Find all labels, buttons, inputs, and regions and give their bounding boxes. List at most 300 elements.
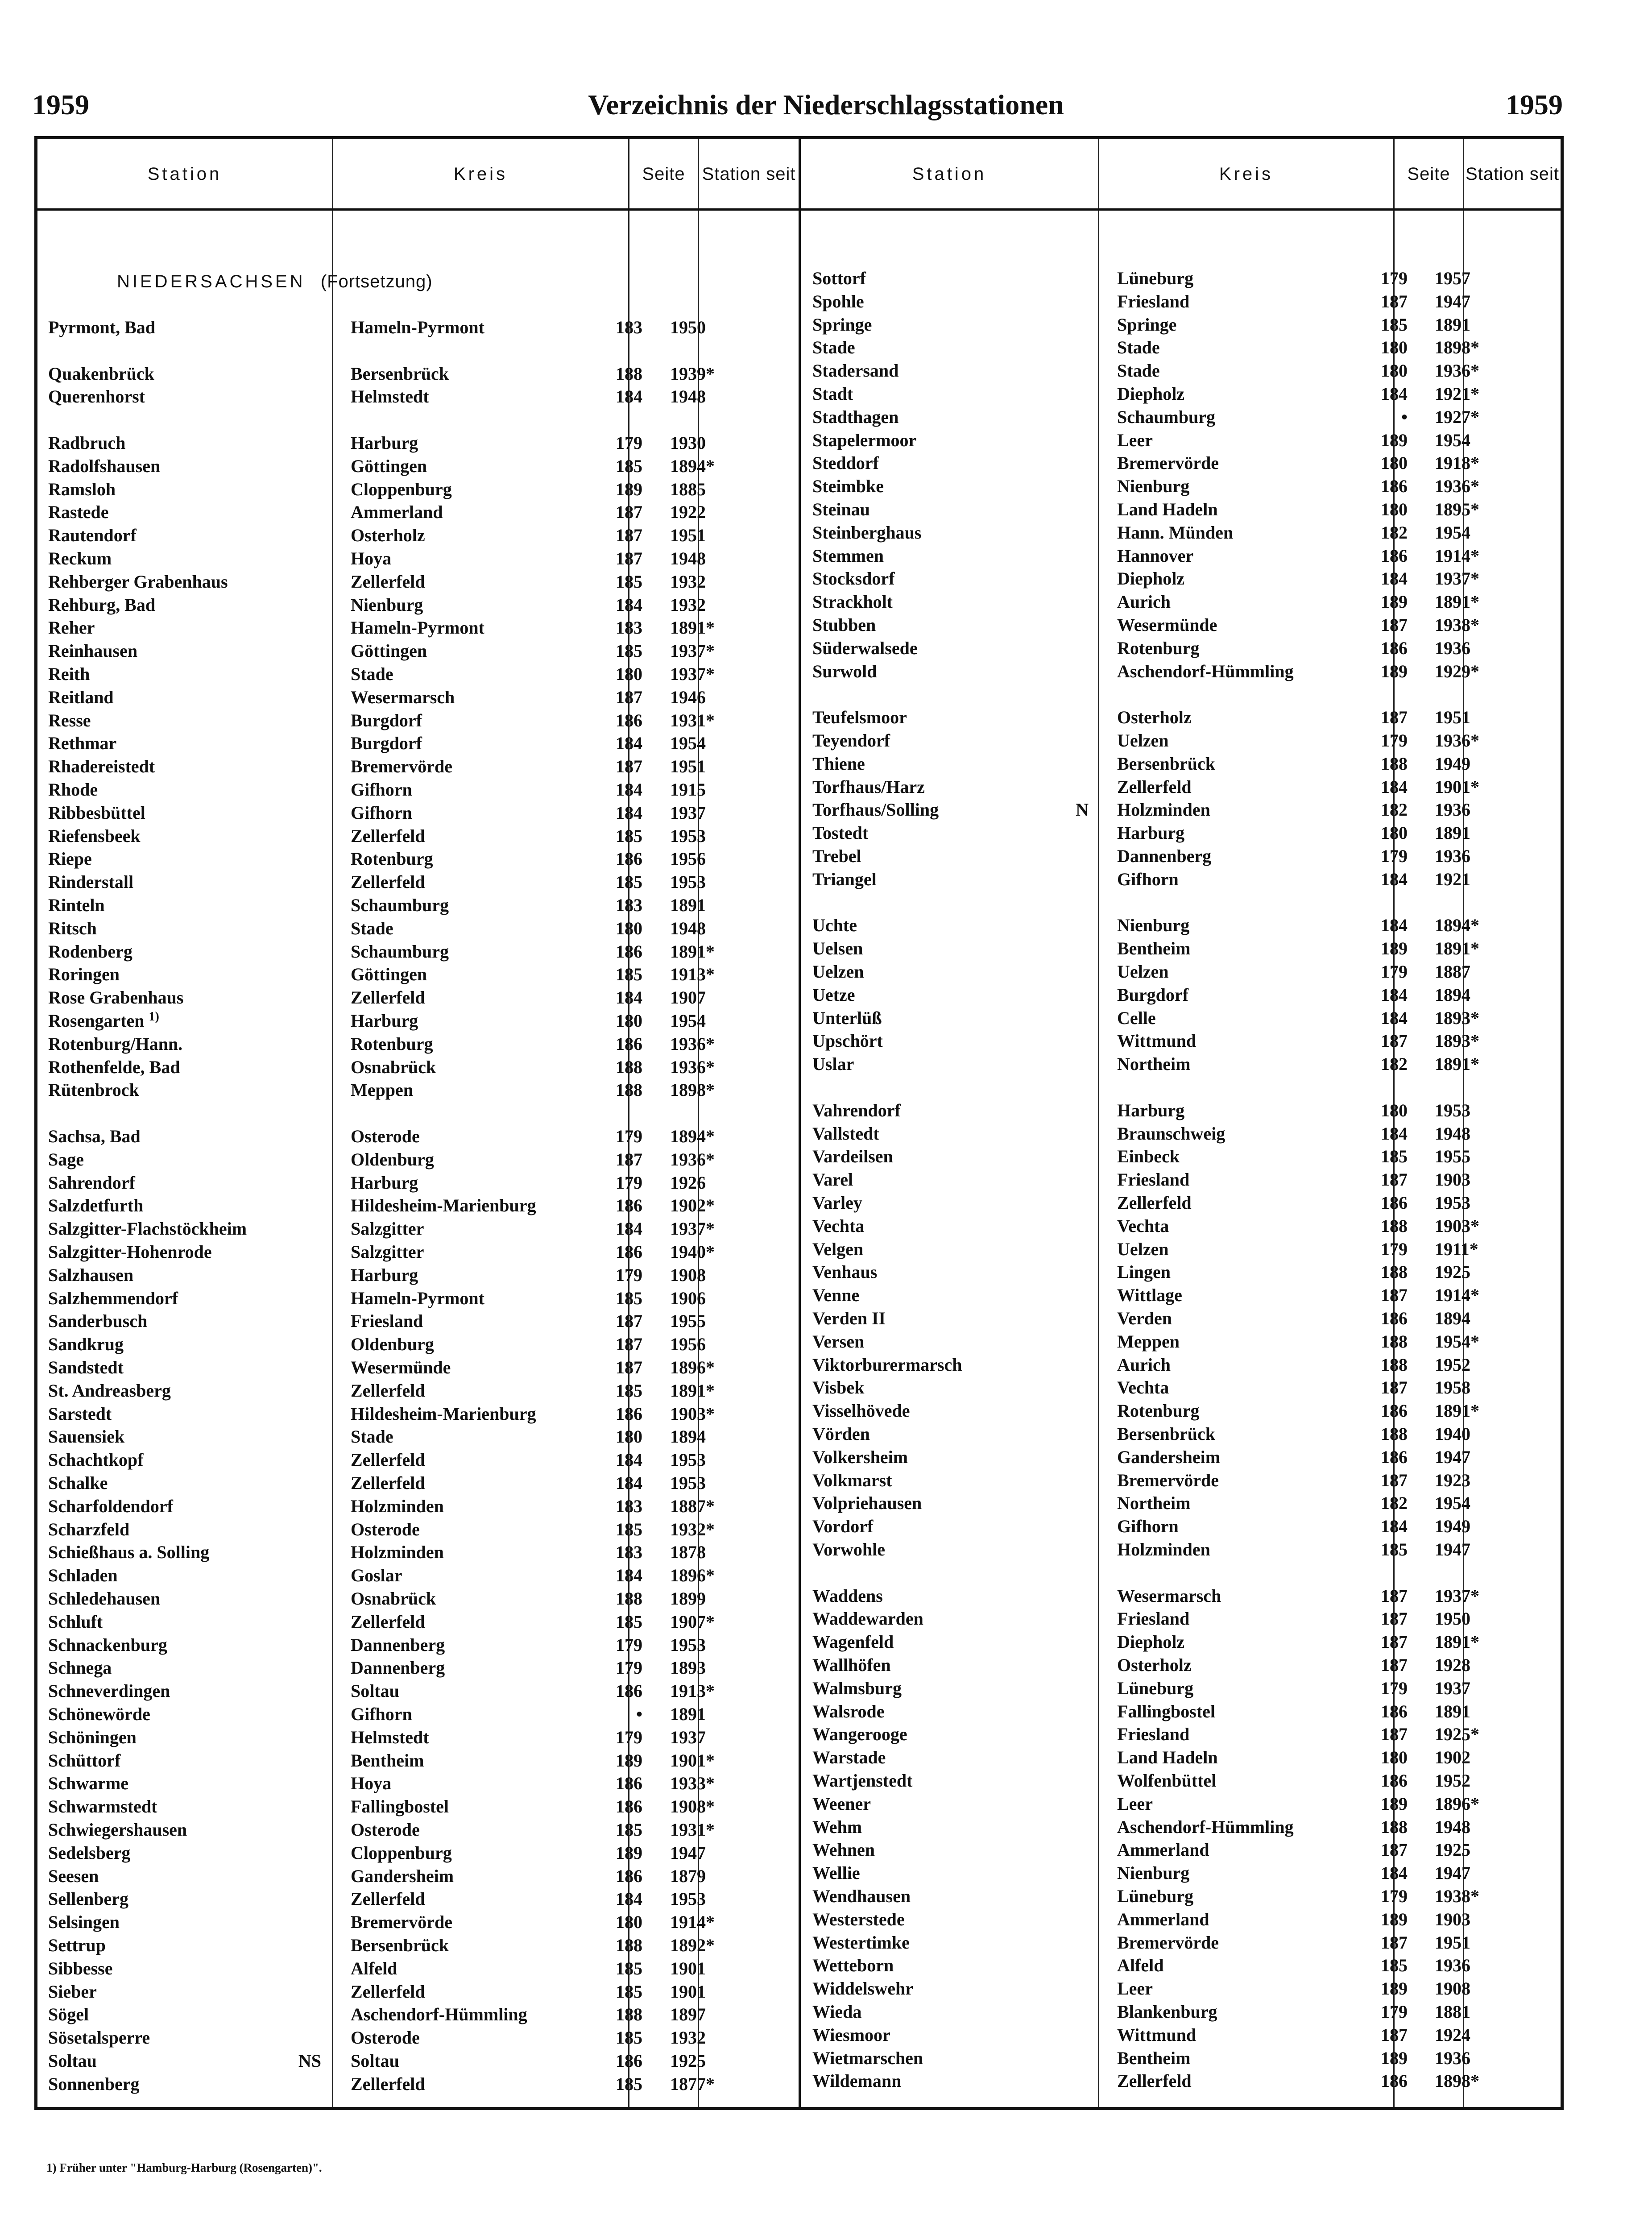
table-row [48,2003,791,2026]
seite: 186 [616,1195,642,1216]
station-name: Sellenberg [48,1889,128,1909]
kreis: Leer [1117,1793,1153,1814]
table-row [48,1033,791,1056]
table-row [812,1746,1553,1769]
station-name: Wellie [812,1863,860,1883]
station-name: Schnega [48,1658,112,1678]
station-name: Querenhorst [48,386,145,407]
station-name: Schneverdingen [48,1681,170,1701]
station-since: 1894* [670,1126,715,1146]
kreis: Osterode [351,1126,420,1146]
seite: 186 [1381,1701,1408,1721]
seite: 188 [616,1057,642,1077]
station-since: 1932 [670,594,706,615]
seite: 186 [616,1796,642,1817]
table-row [812,1885,1553,1908]
table-row [812,1029,1553,1053]
kreis: Oldenburg [351,1334,434,1355]
station-name: Wehnen [812,1840,875,1860]
table-row [48,986,791,1009]
seite: 187 [1381,1470,1408,1490]
seite: 186 [1381,545,1408,566]
station-since: 1951 [670,525,706,546]
station-name: Quakenbrück [48,363,154,384]
kreis: Zellerfeld [351,825,425,846]
kreis: Wittlage [1117,1285,1182,1306]
kreis: Meppen [351,1080,413,1100]
seite: 185 [616,1820,642,1840]
station-since: 1918* [1435,453,1479,473]
kreis: Schaumburg [351,941,449,962]
seite: 184 [1381,915,1408,936]
seite: 179 [1381,2002,1408,2022]
table-row [48,1518,791,1541]
page-title: Verzeichnis der Niederschlagsstationen [588,89,1064,120]
station-name: Pyrmont, Bad [48,317,155,337]
station-name: Süderwalsede [812,638,918,658]
table-row [812,1330,1553,1353]
seite: 179 [616,1658,642,1678]
station-since: 1925 [1435,1262,1470,1282]
station-since: 1938* [1435,1886,1479,1906]
kreis: Wesermarsch [1117,1585,1221,1606]
table-row [812,1654,1553,1677]
table-row [812,845,1553,868]
table-row [812,637,1553,660]
table-row [812,1677,1553,1700]
station-name: St. Andreasberg [48,1380,171,1401]
station-name: Sage [48,1149,84,1169]
station-since: 1955 [1435,1146,1470,1167]
station-name: Tostedt [812,823,869,843]
table-row [812,567,1553,590]
kreis: Soltau [351,2051,399,2071]
kreis: Gifhorn [351,780,412,800]
table-row [812,614,1553,637]
station-name: Vallstedt [812,1123,879,1144]
table-row [48,963,791,986]
seite: 184 [616,1473,642,1493]
station-name: Schöningen [48,1727,137,1747]
station-since: 1898* [1435,337,1479,358]
station-since: 1879 [670,1866,706,1886]
station-name: Vörden [812,1424,870,1444]
seite: 186 [1381,1401,1408,1421]
station-since: 1936 [1435,1955,1470,1976]
station-name: Uslar [812,1054,854,1074]
station-name: Stapelermoor [812,430,917,450]
seite: 187 [1381,1632,1408,1652]
table-row [48,1587,791,1610]
seite: • [636,1704,642,1724]
station-since: 1947 [1435,1863,1470,1883]
seite: 187 [1381,1724,1408,1745]
table-row [812,1238,1553,1261]
table-row [812,452,1553,475]
kreis: Zellerfeld [351,571,425,592]
station-since: 1933* [670,1773,715,1794]
table-row [48,385,791,408]
station-name: Upschört [812,1031,883,1051]
station-name: Reher [48,618,95,638]
kreis: Lüneburg [1117,268,1194,288]
seite: 179 [1381,1239,1408,1259]
station-since: 1892* [670,1935,715,1955]
station-name: Ramsloh [48,479,116,499]
table-row [812,1515,1553,1538]
kreis: Leer [1117,1978,1153,1999]
table-row [812,1122,1553,1145]
table-row [48,1402,791,1426]
kreis: Einbeck [1117,1146,1180,1167]
station-name: Sösetalsperre [48,2028,150,2048]
station-since: 1947 [1435,291,1470,311]
seite: 187 [616,1334,642,1355]
table-row [48,2026,791,2049]
kreis: Holzminden [351,1496,444,1516]
table-row [48,547,791,570]
kreis: Fallingbostel [351,1796,449,1817]
kreis: Bersenbrück [351,1935,449,1955]
station-name: Verden II [812,1308,886,1328]
kreis: Göttingen [351,456,427,476]
station-since: 1936* [1435,476,1479,497]
seite: 187 [616,1149,642,1169]
table-row [48,639,791,663]
table-row [812,1145,1553,1168]
kreis: Ammerland [1117,1840,1209,1860]
station-since: 1893* [1435,1008,1479,1028]
kreis: Osterholz [1117,707,1192,728]
station-since: 1951 [1435,707,1470,728]
kreis: Land Hadeln [1117,499,1218,519]
station-since: 1901* [1435,776,1479,797]
col-header-seit-left: Station seit [702,164,796,184]
table-row [48,1472,791,1495]
station-name: Westerstede [812,1909,905,1929]
kreis: Soltau [351,1681,399,1701]
station-name: Stadt [812,384,853,404]
kreis: Rotenburg [351,1033,433,1054]
table-row [48,1610,791,1634]
station-since: 1940* [670,1242,715,1262]
table-row [812,267,1553,290]
region-name: NIEDERSACHSEN [117,272,306,291]
kreis: Helmstedt [351,386,429,407]
table-row [812,1977,1553,2000]
seite: 188 [616,1588,642,1609]
station-since: 1891* [1435,592,1479,612]
kreis: Harburg [351,1011,418,1031]
seite: 187 [1381,1285,1408,1306]
kreis: Hoya [351,1773,392,1794]
kreis: Holzminden [351,1542,444,1563]
kreis: Blankenburg [1117,2002,1217,2022]
kreis: Aurich [1117,592,1171,612]
kreis: Oldenburg [351,1149,434,1169]
seite: 185 [616,1519,642,1539]
station-name: Wieda [812,2002,862,2022]
seite: 188 [1381,1262,1408,1282]
station-name: Ritsch [48,918,97,938]
table-row [48,1795,791,1818]
station-since: 1937* [670,1219,715,1239]
table-row [812,1630,1553,1654]
station-since: 1901* [670,1750,715,1771]
table-row [812,1954,1553,1977]
table-row [48,686,791,709]
seite: 188 [1381,1331,1408,1352]
seite: 179 [1381,1886,1408,1906]
seite: 184 [616,1889,642,1909]
table-row [812,937,1553,960]
table-row [48,2073,791,2096]
station-since: 1891* [670,941,715,962]
seite: 187 [1381,1377,1408,1398]
seite: 184 [616,1565,642,1586]
region-subtitle: (Fortsetzung) [320,272,433,291]
station-name: Sieber [48,1981,97,2002]
station-since: 1958 [1435,1377,1470,1398]
kreis: Stade [351,1427,393,1447]
kreis: Helmstedt [351,1727,429,1747]
kreis: Hoya [351,548,392,568]
station-since: 1887 [1435,962,1470,982]
station-name: Sandkrug [48,1334,124,1355]
seite: 182 [1381,1493,1408,1514]
seite: 186 [616,941,642,962]
col-header-kreis-left: Kreis [453,164,508,184]
station-since: 1946 [670,687,706,707]
seite: 179 [616,1634,642,1655]
station-since: 1953 [670,1473,706,1493]
kreis: Meppen [1117,1331,1180,1352]
table-row [48,1333,791,1356]
kreis: Alfeld [351,1958,397,1978]
seite: 189 [616,479,642,499]
station-since: 1899 [670,1588,706,1609]
kreis: Harburg [1117,823,1185,843]
kreis: Rotenburg [351,849,433,869]
table-row [48,847,791,871]
table-row [812,429,1553,452]
kreis: Wittmund [1117,1031,1197,1051]
seite: 183 [616,1496,642,1516]
table-row [48,940,791,963]
seite: 182 [1381,522,1408,543]
station-since: 1922 [670,502,706,523]
station-since: 1937* [670,641,715,661]
kreis: Wesermünde [351,1357,451,1377]
seite: 188 [616,2004,642,2025]
station-since: 1954 [670,1011,706,1031]
station-since: 1936* [670,1149,715,1169]
kreis: Dannenberg [351,1658,445,1678]
kreis: Stade [1117,361,1160,381]
kreis: Aurich [1117,1354,1171,1375]
station-name: Unterlüß [812,1008,882,1028]
kreis: Bremervörde [351,1912,453,1932]
table-row [48,1656,791,1679]
station-since: 1891* [1435,1401,1479,1421]
seite: 189 [1381,1909,1408,1929]
table-row [812,1700,1553,1723]
station-since: 1930 [670,433,706,453]
station-since: 1954 [1435,430,1470,450]
station-name: Salzdetfurth [48,1195,144,1216]
station-name: Visselhövede [812,1401,910,1421]
seite: 180 [1381,1747,1408,1768]
table-row [812,660,1553,683]
station-name: Radolfshausen [48,456,161,476]
station-name: Waddewarden [812,1609,923,1629]
seite: 180 [1381,361,1408,381]
table-row [48,1009,791,1033]
station-since: 1929* [1435,661,1479,681]
table-row [812,590,1553,614]
kreis: Diepholz [1117,384,1185,404]
table-row [812,1376,1553,1399]
kreis: Holzminden [1117,1539,1210,1559]
station-since: 1932 [670,2028,706,2048]
table-row [48,1078,791,1102]
table-row [812,1816,1553,1839]
station-since: 1901 [670,1981,706,2002]
station-name: Rhadereistedt [48,756,155,777]
seite: 189 [616,1842,642,1863]
kreis: Braunschweig [1117,1123,1226,1144]
station-since: 1939* [670,363,715,384]
station-name: Westertimke [812,1932,910,1953]
kreis: Zellerfeld [351,1473,425,1493]
table-row [812,382,1553,406]
kreis: Osterode [351,1519,420,1539]
station-since: 1925 [670,2051,706,2071]
table-row [812,498,1553,521]
station-since: 1936 [1435,638,1470,658]
kreis: Wolfenbüttel [1117,1771,1217,1791]
station-name: Wiesmoor [812,2024,890,2045]
table-row [812,752,1553,775]
kreis: Vechta [1117,1215,1169,1236]
table-row [48,755,791,778]
seite: 179 [1381,846,1408,866]
seite: 187 [616,687,642,707]
station-since: 1948 [670,386,706,407]
station-name: Uelzen [812,962,864,982]
station-name: Rosengarten $^{1)}$ [48,1009,159,1031]
station-name: Seesen [48,1866,99,1886]
station-name: Rehberger Grabenhaus [48,571,228,592]
seite: 184 [616,733,642,754]
station-name: Springe [812,314,872,335]
station-name: Trebel [812,846,861,866]
station-name: Varley [812,1193,862,1213]
table-row [812,1399,1553,1422]
kreis: Goslar [351,1565,402,1586]
seite: 185 [616,2028,642,2048]
seite: 185 [616,641,642,661]
seite: 180 [1381,823,1408,843]
station-name: Triangel [812,869,877,889]
station-since: 1951 [1435,1932,1470,1953]
station-since: 1891 [1435,1701,1470,1721]
station-name: Schalke [48,1473,108,1493]
station-name: Schledehausen [48,1588,161,1609]
seite: 187 [616,548,642,568]
station-since: 1891 [670,1704,706,1724]
station-since: 1953 [670,1889,706,1909]
kreis: Gifhorn [1117,1516,1179,1537]
col-header-kreis-right: Kreis [1219,164,1274,184]
station-name: Stadthagen [812,406,899,427]
station-since: 1894 [1435,1308,1470,1328]
station-since: 1915 [670,780,706,800]
station-name: Sarstedt [48,1403,112,1424]
station-since: 1885 [670,479,706,499]
kreis: Friesland [1117,1724,1190,1745]
station-since: 1896* [670,1565,715,1586]
kreis: Salzgitter [351,1219,424,1239]
kreis: Hameln-Pyrmont [351,618,484,638]
table-row [48,362,791,386]
station-since: 1901 [670,1958,706,1978]
kreis: Dannenberg [351,1634,445,1655]
station-since: 1948 [1435,1123,1470,1144]
kreis: Hameln-Pyrmont [351,1288,484,1308]
seite: 186 [1381,1308,1408,1328]
table-row [48,871,791,894]
kreis: Nienburg [1117,476,1190,497]
station-since: 1891* [1435,1632,1479,1652]
kreis: Hildesheim-Marienburg [351,1403,536,1424]
kreis: Diepholz [1117,568,1185,589]
station-name: Rinteln [48,895,105,915]
station-name: Resse [48,710,91,730]
station-name: Versen [812,1331,865,1352]
station-name: Thiene [812,753,865,774]
table-row [812,336,1553,359]
table-row [812,1792,1553,1816]
station-since: 1936 [1435,800,1470,820]
table-row [48,1564,791,1587]
station-since: 1953 [1435,1193,1470,1213]
seite: 185 [616,456,642,476]
seite: 188 [1381,1215,1408,1236]
kreis: Nienburg [1117,1863,1190,1883]
kreis: Bersenbrück [1117,1424,1215,1444]
station-since: 1936* [670,1033,715,1054]
station-since: 1897 [670,2004,706,2025]
kreis: Aschendorf-Hümmling [1117,1816,1294,1837]
kreis: Zellerfeld [351,2073,425,2094]
station-name: Rodenberg [48,941,132,962]
seite: 185 [1381,1955,1408,1976]
station-name: Venhaus [812,1262,878,1282]
seite: 180 [1381,1100,1408,1120]
seite: 187 [1381,1169,1408,1190]
station-name: Rautendorf [48,525,137,546]
station-since: 1940 [1435,1424,1470,1444]
station-name: Uchte [812,915,857,936]
station-since: 1903 [1435,1909,1470,1929]
station-name: Sanderbusch [48,1311,148,1331]
table-row [48,732,791,755]
seite: 185 [616,825,642,846]
station-name: Settrup [48,1935,106,1955]
table-row [48,1957,791,1980]
station-name: Vardeilsen [812,1146,893,1167]
